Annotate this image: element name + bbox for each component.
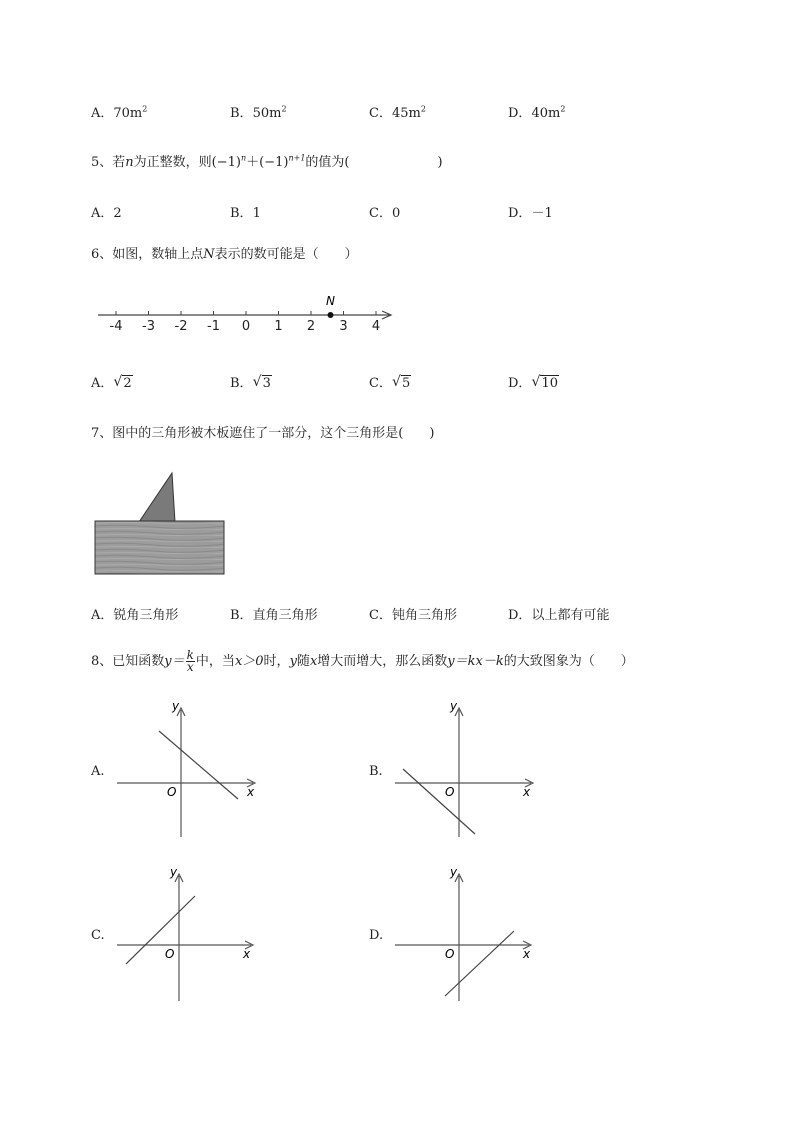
number-line-tick-label: 1 — [274, 319, 283, 334]
triangle-shape — [139, 473, 175, 522]
q6-option-d: D． √ 10 — [508, 374, 558, 391]
q4-option-a: A．$70m^2$ — [91, 104, 148, 121]
y-label: y — [172, 700, 180, 713]
q8-question: 8、已知函数y＝ $\frac{k}{x}$ 中，当x＞0时，y随x增大而增大，那么函数y＝kx－k的大致图象为（ ） — [91, 648, 634, 674]
number-line-tick-label: -3 — [142, 319, 155, 334]
origin-label: O — [445, 947, 455, 961]
number-line-tick-label: 4 — [371, 319, 381, 334]
covered-triangle-figure — [94, 470, 226, 576]
q5-question: 5、若n为正整数，则$(-1)^n+(-1)^{n+1}$的值为( ) — [91, 153, 443, 170]
q6-option-a: A． √ 2 — [91, 374, 132, 391]
q4-option-c: C．$45m^2$ — [369, 104, 426, 121]
q7-option-c: C．钝角三角形 — [369, 608, 457, 623]
number-line-tick-label: -2 — [174, 319, 188, 334]
q5-option-d: D．－1 — [508, 206, 553, 221]
q5-option-c: C．0 — [369, 206, 401, 221]
q7-option-d: D．以上都有可能 — [508, 608, 610, 623]
x-label: x — [523, 947, 531, 961]
q7-option-a: A．锐角三角形 — [91, 608, 179, 623]
graph-a — [115, 700, 265, 840]
q5-option-a: A．2 — [91, 206, 122, 221]
x-label: x — [243, 947, 251, 961]
q6-option-c: C． √ 5 — [369, 374, 411, 391]
function-line — [445, 931, 514, 996]
number-line-tick-label: 0 — [241, 319, 251, 334]
q7-option-b: B．直角三角形 — [230, 608, 318, 623]
q4-option-b: B．$50m^2$ — [230, 104, 287, 121]
graph-b-letter: B. — [369, 764, 383, 779]
origin-label: O — [445, 785, 455, 799]
graph-b — [393, 700, 543, 840]
function-line — [403, 769, 475, 834]
graph-d — [393, 864, 543, 1004]
point-n — [328, 312, 334, 318]
y-label: y — [450, 865, 458, 879]
graph-c — [115, 864, 265, 1004]
x-label: x — [523, 785, 531, 799]
origin-label: O — [167, 785, 177, 799]
x-label: x — [247, 785, 255, 799]
q7-question: 7、图中的三角形被木板遮住了一部分，这个三角形是( ) — [91, 426, 435, 441]
number-line-tick-label: 2 — [306, 319, 316, 334]
number-line-tick-label: -4 — [109, 319, 123, 334]
origin-label: O — [165, 947, 175, 961]
number-line-tick-label: -1 — [207, 319, 220, 334]
q5-option-b: B．1 — [230, 206, 261, 221]
graph-a-letter: A. — [91, 764, 105, 779]
graph-d-letter: D. — [369, 928, 384, 943]
y-label: y — [170, 865, 178, 879]
number-line-tick-label: 3 — [339, 319, 348, 334]
q6-question: 6、如图，数轴上点N表示的数可能是（ ） — [91, 247, 358, 262]
q6-option-b: B． √ 3 — [230, 374, 271, 391]
point-n-label: N — [326, 294, 335, 308]
wood-board — [95, 521, 224, 574]
function-line — [126, 896, 195, 964]
y-label: y — [450, 700, 458, 713]
number-line — [90, 285, 410, 335]
q4-option-d: D．$40m^2$ — [508, 104, 566, 121]
graph-c-letter: C. — [91, 928, 105, 943]
